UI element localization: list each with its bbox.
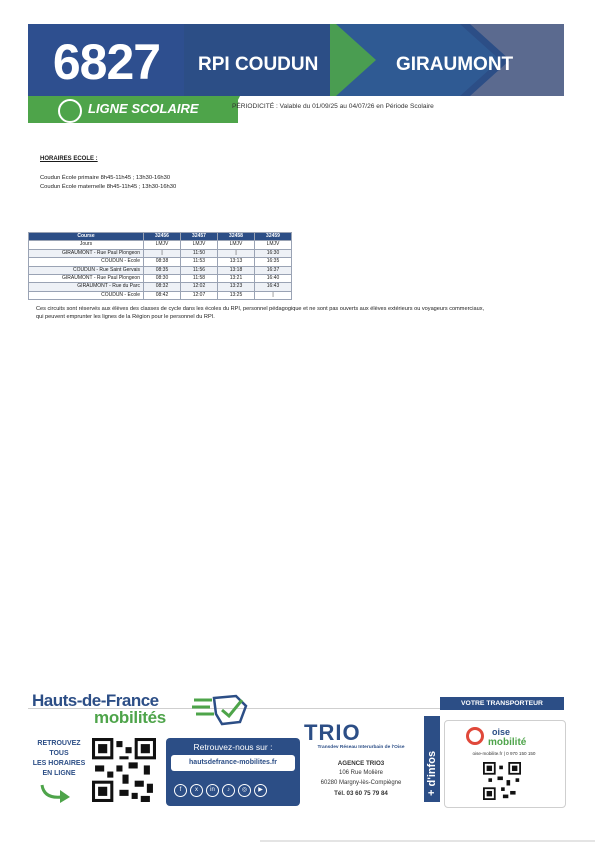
stop-time: 11:58 xyxy=(181,275,218,283)
timetable-days-cell: LMJV xyxy=(181,241,218,249)
stop-name: GIRAUMONT - Rue du Parc xyxy=(29,283,144,291)
tiktok-icon[interactable]: ♪ xyxy=(222,784,235,797)
timetable-days-cell: LMJV xyxy=(255,241,292,249)
trio-subtitle: Transdev Réseau Interurbain de l'Oise xyxy=(317,745,405,750)
route-origin: RPI COUDUN xyxy=(198,54,319,75)
stop-time: 13:13 xyxy=(218,258,255,266)
stop-time: 12:02 xyxy=(181,283,218,291)
timetable-days-label: Jours xyxy=(29,241,144,249)
more-info-label xyxy=(424,716,440,802)
stop-time: | xyxy=(218,249,255,257)
stop-time: 11:56 xyxy=(181,266,218,274)
follow-us-title: Retrouvez-nous sur : xyxy=(193,742,273,752)
timetable-row xyxy=(29,291,292,299)
stop-time: 13:21 xyxy=(218,275,255,283)
timetable-header-cell: 32458 xyxy=(218,233,255,241)
stop-time: 13:25 xyxy=(218,291,255,299)
line-number: 6827 xyxy=(52,34,161,90)
stop-time: 11:53 xyxy=(181,258,218,266)
timetable-header-cell: Course xyxy=(29,233,144,241)
timetable-header-cell: 32456 xyxy=(144,233,181,241)
usage-note: qui peuvent emprunter les lignes de la Région pour le personnel du RPI. xyxy=(36,314,215,320)
stop-time: 13:18 xyxy=(218,266,255,274)
agency-phone: Tél. 03 60 75 79 84 xyxy=(334,790,388,797)
qr-code[interactable] xyxy=(482,762,522,800)
timetable-days-cell: LMJV xyxy=(144,241,181,249)
school-line-label: LIGNE SCOLAIRE xyxy=(88,101,199,116)
retrouvez-text: TOUS xyxy=(49,750,69,757)
stop-time: 16:43 xyxy=(255,283,292,291)
stop-name: COUDUN - Ecole xyxy=(29,258,144,266)
facebook-icon[interactable]: f xyxy=(174,784,187,797)
stop-name: GIRAUMONT - Rue Paul Plongeon xyxy=(29,275,144,283)
retrouvez-text: EN LIGNE xyxy=(42,770,76,777)
agency-address: 60280 Margny-lès-Compiègne xyxy=(320,780,402,786)
stop-time: 08:35 xyxy=(144,266,181,274)
linkedin-icon[interactable]: in xyxy=(206,784,219,797)
qr-code[interactable] xyxy=(92,738,156,802)
stop-time: 16:30 xyxy=(255,249,292,257)
stop-time: | xyxy=(144,249,181,257)
timetable-header-cell: 32459 xyxy=(255,233,292,241)
timetable-row xyxy=(29,249,292,257)
website-link[interactable]: hautsdefrance-mobilites.fr xyxy=(189,759,277,766)
oise-logo-word: oise xyxy=(492,727,511,737)
stop-name: COUDUN - Rue Saint Gervais xyxy=(29,266,144,274)
timetable-row xyxy=(29,258,292,266)
more-info-text: + d'infos xyxy=(426,750,438,796)
stop-time: | xyxy=(255,291,292,299)
oise-contact: oise-mobilite.fr | 0 970 150 150 xyxy=(472,751,536,756)
school-hours-title: HORAIRES ECOLE : xyxy=(40,156,98,162)
timetable-row xyxy=(29,266,292,274)
timetable-days-row xyxy=(29,241,292,249)
stop-time: 08:32 xyxy=(144,283,181,291)
instagram-icon[interactable]: ◎ xyxy=(238,784,251,797)
stop-time: 12:07 xyxy=(181,291,218,299)
oise-logo-word: mobilité xyxy=(488,737,527,748)
school-hours-line: Coudun École maternelle 8h45-11h45 ; 13h30-16h30 xyxy=(40,184,177,190)
stop-time: 11:50 xyxy=(181,249,218,257)
stop-time: 08:30 xyxy=(144,275,181,283)
stop-time: 08:38 xyxy=(144,258,181,266)
hdf-logo-text: Hauts-de-France xyxy=(32,691,159,710)
hdf-logo-icon xyxy=(192,692,250,728)
x-icon[interactable]: x xyxy=(190,784,203,797)
oise-mobilite-logo-icon xyxy=(466,727,484,745)
timetable-days-cell: LMJV xyxy=(218,241,255,249)
retrouvez-text: LES HORAIRES xyxy=(32,760,86,767)
school-hours-line: Coudun École primaire 8h45-11h45 ; 13h30-16h30 xyxy=(40,175,171,181)
arrow-right-icon xyxy=(40,783,74,805)
route-destination: GIRAUMONT xyxy=(396,54,514,75)
transporteur-label: VOTRE TRANSPORTEUR xyxy=(440,697,564,710)
hdf-logo-subtext: mobilités xyxy=(94,708,166,727)
retrouvez-text: RETROUVEZ xyxy=(37,740,81,747)
stop-name: COUDUN - Ecole xyxy=(29,291,144,299)
stop-time: 13:23 xyxy=(218,283,255,291)
stop-time: 08:42 xyxy=(144,291,181,299)
stop-time: 16:40 xyxy=(255,275,292,283)
agency-address: 106 Rue Molière xyxy=(338,770,384,776)
trio-logo: TRIO xyxy=(304,720,361,745)
stop-time: 16:35 xyxy=(255,258,292,266)
timetable-row xyxy=(29,275,292,283)
agency-name: AGENCE TRIO3 xyxy=(337,760,385,767)
usage-note: Ces circuits sont réservés aux élèves des classes de cycle dans les écoles du RPI, personnel pédagogique et ne sont pas ouverts aux élèves extérieurs ou voyageurs commerciaux, xyxy=(36,306,485,312)
timetable-header-cell: 32457 xyxy=(181,233,218,241)
youtube-icon[interactable]: ▶ xyxy=(254,784,267,797)
timetable-row xyxy=(29,283,292,291)
timetable-header-row xyxy=(29,233,292,241)
timetable xyxy=(28,232,292,300)
school-bus-icon xyxy=(58,99,82,123)
periodicity-text: PÉRIODICITÉ : Valable du 01/09/25 au 04/07/26 en Période Scolaire xyxy=(232,103,434,110)
stop-name: GIRAUMONT - Rue Paul Plongeon xyxy=(29,249,144,257)
stop-time: 16:37 xyxy=(255,266,292,274)
